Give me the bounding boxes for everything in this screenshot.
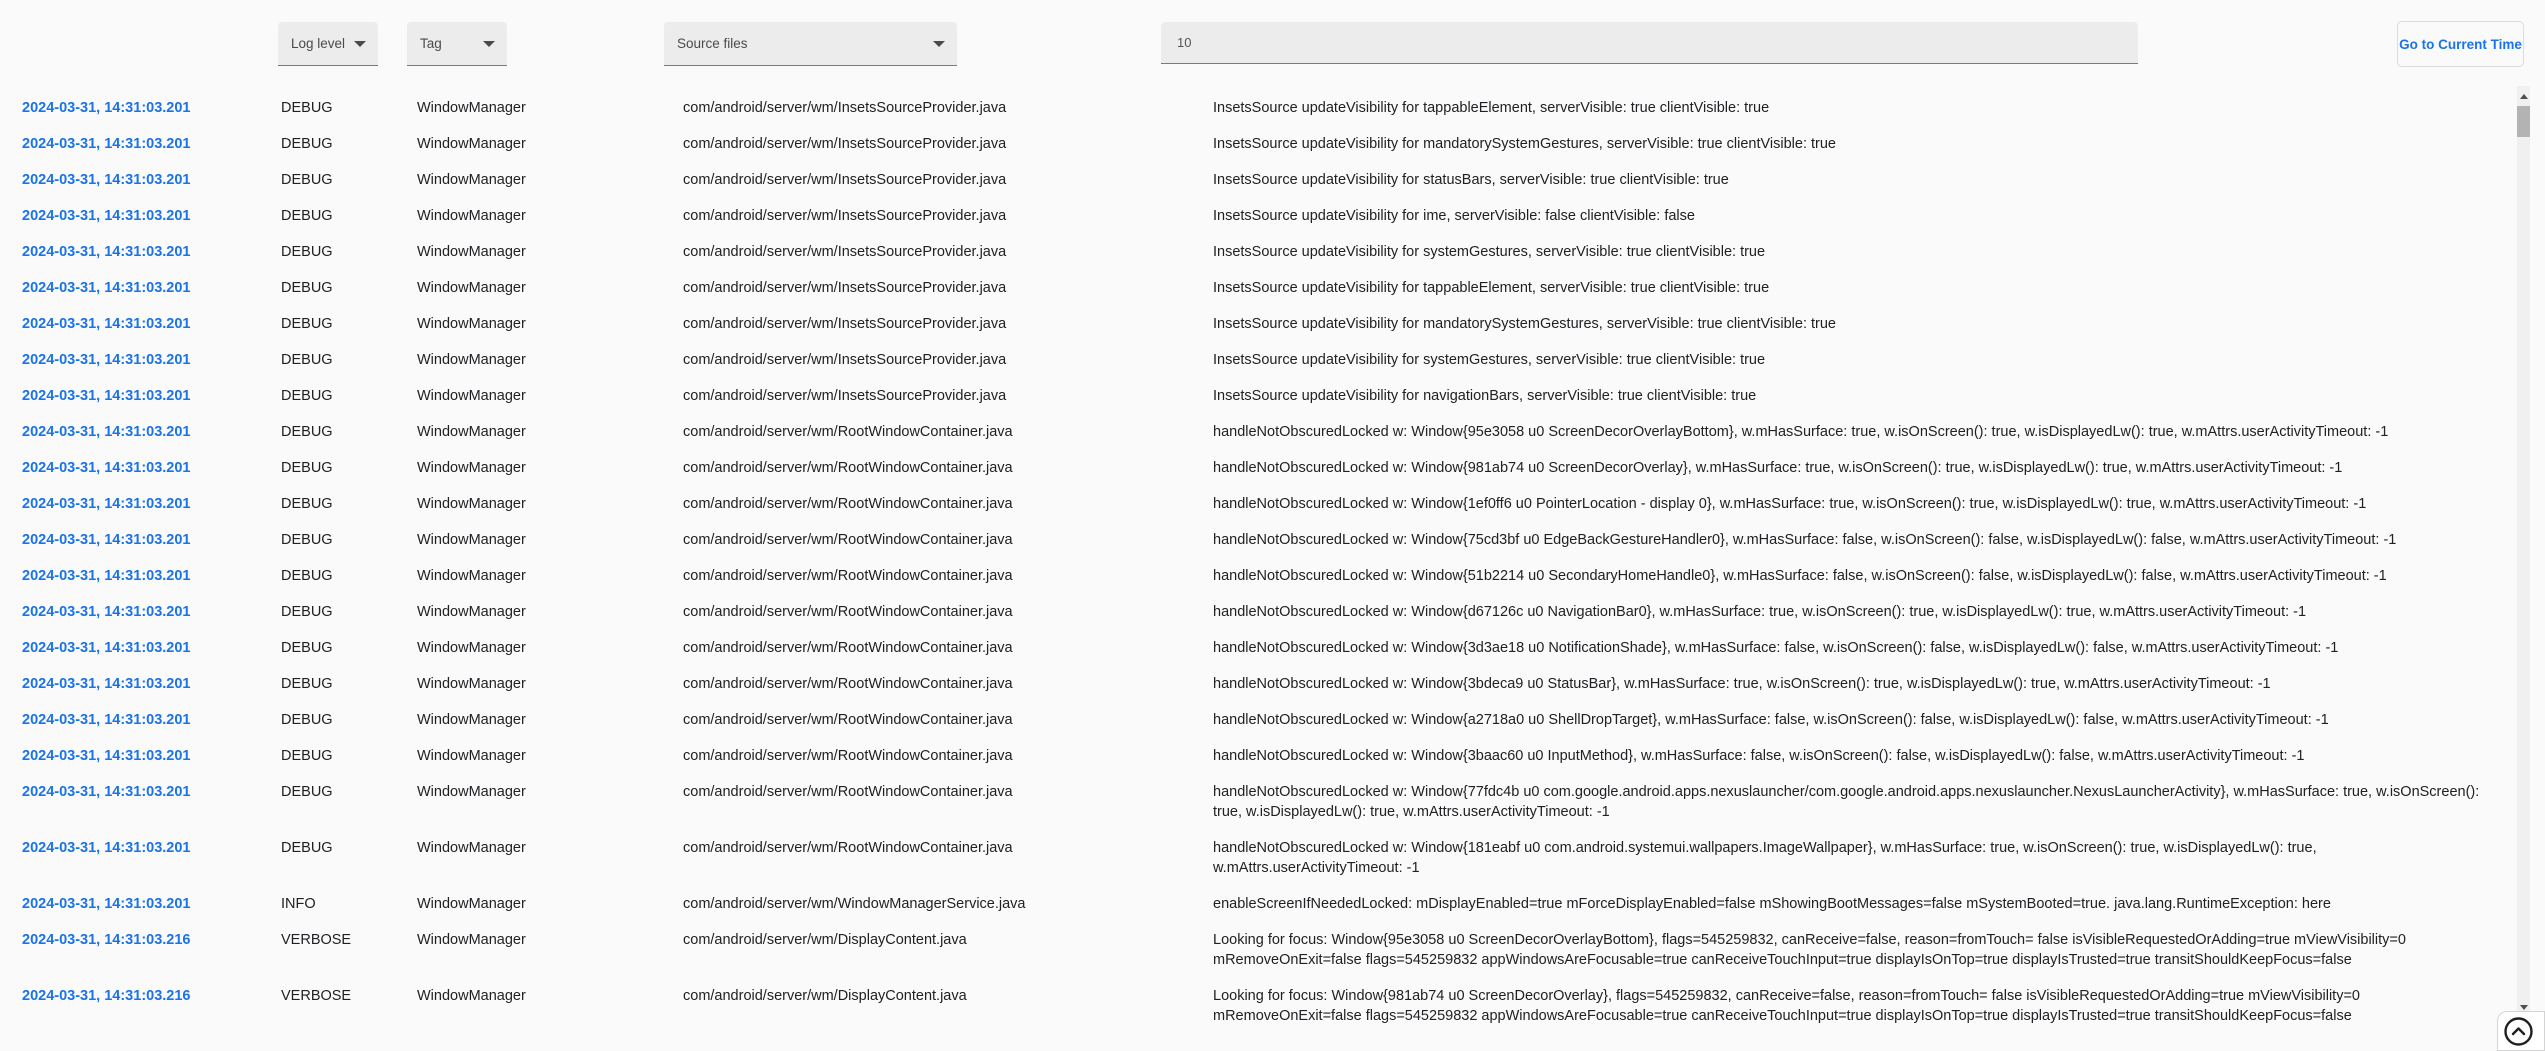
log-tag-cell: WindowManager [417,244,526,260]
arrow-down-icon [2520,1005,2528,1010]
log-timestamp-link[interactable]: 2024-03-31, 14:31:03.201 [22,424,191,440]
log-source-file-cell: com/android/server/wm/RootWindowContainer.java [683,748,1013,764]
log-level-cell: DEBUG [281,280,333,296]
log-level-cell: DEBUG [281,424,333,440]
arrow-up-icon [2520,94,2528,99]
log-level-cell: DEBUG [281,172,333,188]
log-timestamp-link[interactable]: 2024-03-31, 14:31:03.201 [22,840,191,856]
chevron-up-circle-icon [2503,1016,2534,1047]
log-timestamp-link[interactable]: 2024-03-31, 14:31:03.201 [22,316,191,332]
log-timestamp-link[interactable]: 2024-03-31, 14:31:03.201 [22,784,191,800]
log-source-file-cell: com/android/server/wm/InsetsSourceProvider.java [683,172,1007,188]
log-timestamp-link[interactable]: 2024-03-31, 14:31:03.201 [22,172,191,188]
log-tag-cell: WindowManager [417,932,526,948]
tag-select[interactable] [407,22,507,66]
table-row [0,90,2545,126]
log-message-cell: InsetsSource updateVisibility for navigationBars, serverVisible: true clientVisible: true [1213,388,1757,404]
log-source-file-cell: com/android/server/wm/InsetsSourceProvider.java [683,208,1007,224]
log-source-file-cell: com/android/server/wm/InsetsSourceProvider.java [683,100,1007,116]
table-row [0,922,2545,978]
log-tag-cell: WindowManager [417,604,526,620]
log-source-file-cell: com/android/server/wm/RootWindowContainer.java [683,840,1013,856]
log-timestamp-link[interactable]: 2024-03-31, 14:31:03.201 [22,388,191,404]
log-level-cell: DEBUG [281,784,333,800]
log-message-cell: InsetsSource updateVisibility for statusBars, serverVisible: true clientVisible: true [1213,172,1729,188]
source-files-select[interactable] [664,22,957,66]
log-timestamp-link[interactable]: 2024-03-31, 14:31:03.201 [22,208,191,224]
limit-input[interactable] [1161,22,2138,64]
table-row [0,978,2545,1034]
log-timestamp-link[interactable]: 2024-03-31, 14:31:03.201 [22,640,191,656]
log-message-cell: handleNotObscuredLocked w: Window{51b2214 u0 SecondaryHomeHandle0}, w.mHasSurface: false, w.isOnScreen(): false, w.isDisplayedLw(): false, w.mAttrs.userActivityTimeout: -1 [1213,568,2387,584]
log-message-cell: InsetsSource updateVisibility for tappableElement, serverVisible: true clientVisible: true [1213,100,1770,116]
log-message-cell: handleNotObscuredLocked w: Window{981ab74 u0 ScreenDecorOverlay}, w.mHasSurface: true, w.isOnScreen(): true, w.isDisplayedLw(): true, w.mAttrs.userActivityTimeout: -1 [1213,460,2343,476]
vertical-scrollbar[interactable] [2517,86,2530,1015]
table-row [0,162,2545,198]
log-message-cell: handleNotObscuredLocked w: Window{3baac60 u0 InputMethod}, w.mHasSurface: false, w.isOnScreen(): false, w.isDisplayedLw(): false, w.mAttrs.userActivityTimeout: -1 [1213,748,2305,764]
log-level-cell: INFO [281,896,316,912]
log-source-file-cell: com/android/server/wm/InsetsSourceProvider.java [683,136,1007,152]
corner-card [2497,1011,2545,1051]
log-tag-cell: WindowManager [417,100,526,116]
log-timestamp-link[interactable]: 2024-03-31, 14:31:03.216 [22,932,191,948]
log-level-cell: DEBUG [281,496,333,512]
table-row [0,558,2545,594]
table-row [0,830,2545,886]
table-row [0,594,2545,630]
log-source-file-cell: com/android/server/wm/RootWindowContainer.java [683,496,1013,512]
table-row [0,306,2545,342]
log-level-cell: DEBUG [281,100,333,116]
log-table [0,90,2545,1034]
log-source-file-cell: com/android/server/wm/RootWindowContainer.java [683,784,1013,800]
log-message-cell: InsetsSource updateVisibility for mandatorySystemGestures, serverVisible: true clientVisible: true [1213,136,1836,152]
log-source-file-cell: com/android/server/wm/InsetsSourceProvider.java [683,244,1007,260]
table-row [0,270,2545,306]
log-level-select-label: Log level [291,36,346,51]
log-tag-cell: WindowManager [417,316,526,332]
log-level-cell: VERBOSE [281,988,352,1004]
scroll-to-top-button[interactable] [2503,1016,2534,1047]
log-message-cell: handleNotObscuredLocked w: Window{181eabf u0 com.android.systemui.wallpapers.ImageWallpaper}, w.mHasSurface: true, w.isOnScreen(): true, w.isDisplayedLw(): true, w.mAttrs.userActivityTimeout: -1 [1213,840,2317,876]
log-level-cell: DEBUG [281,460,333,476]
log-timestamp-link[interactable]: 2024-03-31, 14:31:03.201 [22,136,191,152]
log-message-cell: handleNotObscuredLocked w: Window{3d3ae18 u0 NotificationShade}, w.mHasSurface: false, w.isOnScreen(): false, w.isDisplayedLw(): false, w.mAttrs.userActivityTimeout: -1 [1213,640,2339,656]
chevron-down-icon [933,41,945,47]
table-row [0,522,2545,558]
log-level-cell: DEBUG [281,568,333,584]
source-files-select-label: Source files [677,36,748,51]
log-level-select[interactable] [278,22,378,66]
table-row [0,886,2545,922]
log-tag-cell: WindowManager [417,496,526,512]
log-level-cell: DEBUG [281,208,333,224]
log-message-cell: InsetsSource updateVisibility for tappableElement, serverVisible: true clientVisible: true [1213,280,1770,296]
log-source-file-cell: com/android/server/wm/RootWindowContainer.java [683,640,1013,656]
log-timestamp-link[interactable]: 2024-03-31, 14:31:03.201 [22,712,191,728]
scrollbar-thumb[interactable] [2517,106,2530,137]
log-tag-cell: WindowManager [417,208,526,224]
log-source-file-cell: com/android/server/wm/RootWindowContainer.java [683,568,1013,584]
log-source-file-cell: com/android/server/wm/RootWindowContainer.java [683,712,1013,728]
log-timestamp-link[interactable]: 2024-03-31, 14:31:03.201 [22,460,191,476]
log-level-cell: DEBUG [281,136,333,152]
log-message-cell: InsetsSource updateVisibility for ime, serverVisible: false clientVisible: false [1213,208,1695,224]
log-source-file-cell: com/android/server/wm/DisplayContent.java [683,932,967,948]
log-timestamp-link[interactable]: 2024-03-31, 14:31:03.201 [22,676,191,692]
table-row [0,342,2545,378]
log-level-cell: DEBUG [281,532,333,548]
log-level-cell: VERBOSE [281,932,352,948]
log-message-cell: handleNotObscuredLocked w: Window{a2718a0 u0 ShellDropTarget}, w.mHasSurface: false, w.isOnScreen(): false, w.isDisplayedLw(): false, w.mAttrs.userActivityTimeout: -1 [1213,712,2329,728]
log-source-file-cell: com/android/server/wm/RootWindowContainer.java [683,532,1013,548]
log-tag-cell: WindowManager [417,840,526,856]
log-message-cell: handleNotObscuredLocked w: Window{3bdeca9 u0 StatusBar}, w.mHasSurface: true, w.isOnScreen(): true, w.isDisplayedLw(): true, w.mAttrs.userActivityTimeout: -1 [1213,676,2271,692]
log-tag-cell: WindowManager [417,748,526,764]
log-source-file-cell: com/android/server/wm/WindowManagerService.java [683,896,1026,912]
log-message-cell: handleNotObscuredLocked w: Window{95e3058 u0 ScreenDecorOverlayBottom}, w.mHasSurface: true, w.isOnScreen(): true, w.isDisplayedLw(): true, w.mAttrs.userActivityTimeout: -1 [1213,424,2389,440]
log-message-cell: Looking for focus: Window{95e3058 u0 ScreenDecorOverlayBottom}, flags=545259832, canReceive=false, reason=fromTouch= false isVisibleRequestedOrAdding=true mViewVisibility=0 mRemoveOnExit=false flags=545259832 appWindowsAreFocusable=true canReceiveTouchInput=true displayIsOnTop=true displayIsTrusted=true transitShouldKeepFocus=false [1213,932,2406,968]
chevron-down-icon [483,41,495,47]
log-timestamp-link[interactable]: 2024-03-31, 14:31:03.216 [22,988,191,1004]
log-timestamp-link[interactable]: 2024-03-31, 14:31:03.201 [22,748,191,764]
log-source-file-cell: com/android/server/wm/RootWindowContainer.java [683,676,1013,692]
filter-toolbar [0,0,2545,88]
log-tag-cell: WindowManager [417,896,526,912]
log-source-file-cell: com/android/server/wm/InsetsSourceProvider.java [683,388,1007,404]
log-timestamp-link[interactable]: 2024-03-31, 14:31:03.201 [22,244,191,260]
chevron-down-icon [354,41,366,47]
table-row [0,234,2545,270]
table-row [0,630,2545,666]
log-timestamp-link[interactable]: 2024-03-31, 14:31:03.201 [22,496,191,512]
log-tag-cell: WindowManager [417,784,526,800]
log-message-cell: enableScreenIfNeededLocked: mDisplayEnabled=true mForceDisplayEnabled=false mShowingBootMessages=false mSystemBooted=true. java.lang.RuntimeException: here [1213,896,2331,912]
log-source-file-cell: com/android/server/wm/RootWindowContainer.java [683,604,1013,620]
table-row [0,450,2545,486]
table-row [0,378,2545,414]
log-tag-cell: WindowManager [417,352,526,368]
table-row [0,738,2545,774]
log-tag-cell: WindowManager [417,532,526,548]
log-source-file-cell: com/android/server/wm/InsetsSourceProvider.java [683,352,1007,368]
log-source-file-cell: com/android/server/wm/InsetsSourceProvider.java [683,316,1007,332]
log-level-cell: DEBUG [281,840,333,856]
table-row [0,774,2545,830]
log-message-cell: handleNotObscuredLocked w: Window{d67126c u0 NavigationBar0}, w.mHasSurface: true, w.isOnScreen(): true, w.isDisplayedLw(): true, w.mAttrs.userActivityTimeout: -1 [1213,604,2307,620]
log-source-file-cell: com/android/server/wm/DisplayContent.java [683,988,967,1004]
log-tag-cell: WindowManager [417,568,526,584]
log-message-cell: handleNotObscuredLocked w: Window{77fdc4b u0 com.google.android.apps.nexuslauncher/com.google.android.apps.nexuslauncher.NexusLauncherActivity}, w.mHasSurface: true, w.isOnScreen(): true, w.isDisplayedLw(): true, w.mAttrs.userActivityTimeout: -1 [1213,784,2480,820]
log-message-cell: InsetsSource updateVisibility for systemGestures, serverVisible: true clientVisible: true [1213,352,1766,368]
table-row [0,702,2545,738]
table-row [0,666,2545,702]
log-level-cell: DEBUG [281,676,333,692]
table-row [0,486,2545,522]
log-tag-cell: WindowManager [417,136,526,152]
tag-select-label: Tag [420,36,442,51]
log-timestamp-link[interactable]: 2024-03-31, 14:31:03.201 [22,280,191,296]
log-tag-cell: WindowManager [417,424,526,440]
log-timestamp-link[interactable]: 2024-03-31, 14:31:03.201 [22,896,191,912]
log-message-cell: InsetsSource updateVisibility for mandatorySystemGestures, serverVisible: true clientVisible: true [1213,316,1836,332]
log-tag-cell: WindowManager [417,640,526,656]
log-timestamp-link[interactable]: 2024-03-31, 14:31:03.201 [22,568,191,584]
table-row [0,126,2545,162]
log-level-cell: DEBUG [281,244,333,260]
log-timestamp-link[interactable]: 2024-03-31, 14:31:03.201 [22,604,191,620]
log-tag-cell: WindowManager [417,172,526,188]
log-message-cell: handleNotObscuredLocked w: Window{75cd3bf u0 EdgeBackGestureHandler0}, w.mHasSurface: false, w.isOnScreen(): false, w.isDisplayedLw(): false, w.mAttrs.userActivityTimeout: -1 [1213,532,2397,548]
log-level-cell: DEBUG [281,604,333,620]
log-level-cell: DEBUG [281,388,333,404]
table-row [0,198,2545,234]
log-message-cell: Looking for focus: Window{981ab74 u0 ScreenDecorOverlay}, flags=545259832, canReceive=false, reason=fromTouch= false isVisibleRequestedOrAdding=true mViewVisibility=0 mRemoveOnExit=false flags=545259832 appWindowsAreFocusable=true canReceiveTouchInput=true displayIsOnTop=true displayIsTrusted=true transitShouldKeepFocus=false [1213,988,2360,1024]
table-row [0,414,2545,450]
log-timestamp-link[interactable]: 2024-03-31, 14:31:03.201 [22,100,191,116]
log-source-file-cell: com/android/server/wm/RootWindowContainer.java [683,460,1013,476]
log-tag-cell: WindowManager [417,388,526,404]
log-message-cell: InsetsSource updateVisibility for systemGestures, serverVisible: true clientVisible: true [1213,244,1766,260]
log-tag-cell: WindowManager [417,712,526,728]
log-timestamp-link[interactable]: 2024-03-31, 14:31:03.201 [22,532,191,548]
log-source-file-cell: com/android/server/wm/InsetsSourceProvider.java [683,280,1007,296]
log-level-cell: DEBUG [281,352,333,368]
log-level-cell: DEBUG [281,316,333,332]
log-message-cell: handleNotObscuredLocked w: Window{1ef0ff6 u0 PointerLocation - display 0}, w.mHasSurface: true, w.isOnScreen(): true, w.isDisplayedLw(): true, w.mAttrs.userActivityTimeout: -1 [1213,496,2367,512]
log-tag-cell: WindowManager [417,988,526,1004]
log-source-file-cell: com/android/server/wm/RootWindowContainer.java [683,424,1013,440]
log-tag-cell: WindowManager [417,460,526,476]
go-to-current-time-button[interactable]: Go to Current Time [2397,21,2524,67]
log-level-cell: DEBUG [281,712,333,728]
log-level-cell: DEBUG [281,640,333,656]
log-level-cell: DEBUG [281,748,333,764]
scrollbar-up-button[interactable] [2517,88,2530,104]
log-tag-cell: WindowManager [417,676,526,692]
log-timestamp-link[interactable]: 2024-03-31, 14:31:03.201 [22,352,191,368]
log-tag-cell: WindowManager [417,280,526,296]
